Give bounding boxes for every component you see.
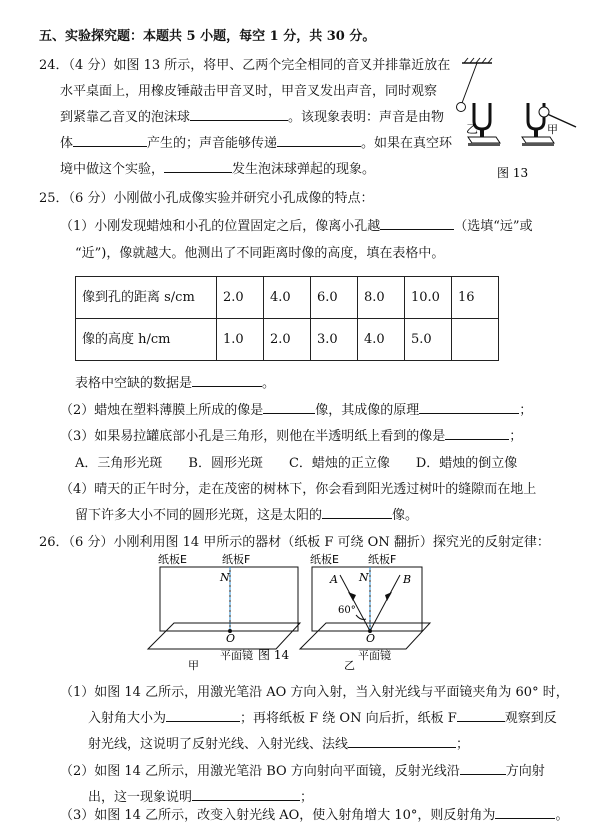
fig13-label-yi: 乙 bbox=[466, 122, 479, 136]
fig14-jia-label: 甲 bbox=[188, 659, 199, 672]
q25-blank-6[interactable] bbox=[322, 503, 392, 519]
fig14-yi-board-f: 纸板F bbox=[368, 553, 397, 566]
q24-blank-1[interactable] bbox=[190, 105, 288, 121]
q26-blank-5[interactable] bbox=[192, 785, 300, 801]
section-title: 五、实验探究题：本题共 5 小题，每空 1 分，共 30 分。 bbox=[39, 29, 376, 44]
q24-line4-text-b: 产生的；声音能够传递 bbox=[147, 136, 278, 151]
table-cell: 5.0 bbox=[405, 319, 452, 361]
q26-p2-text-b: 方向射 bbox=[505, 764, 545, 779]
q26-line1: 26．（6 分）小刚利用图 14 甲所示的器材（纸板 F 可绕 ON 翻折）探究光的反射定律： bbox=[39, 535, 550, 550]
q25-blank-2[interactable] bbox=[192, 371, 262, 387]
q26-p2-text-a: （2）如图 14 乙所示，用激光笔沿 BO 方向射向平面镜，反射光线沿 bbox=[60, 764, 460, 779]
q24-line5-text-a: 境中做这个实验， bbox=[60, 162, 165, 177]
q25-p2-text-b: 像，其成像的原理 bbox=[315, 403, 420, 418]
q24-line5-text-b: 发生泡沫球弹起的现象。 bbox=[232, 162, 376, 177]
fig14-jia-n: N bbox=[220, 571, 230, 584]
q25-p1-line2: “近”)，像就越大。他测出了不同距离时像的高度，填在表格中。 bbox=[75, 246, 445, 261]
table-row-header: 像到孔的距离 s/cm bbox=[76, 277, 217, 319]
figure-14-reflection bbox=[130, 551, 455, 673]
q24-line3 bbox=[60, 105, 444, 131]
q26-p3-text-a: （3）如图 14 乙所示，改变入射光线 AO，使入射角增大 10°，则反射角为 bbox=[60, 808, 496, 823]
table-cell: 4.0 bbox=[264, 277, 311, 319]
q25-p3 bbox=[60, 424, 522, 450]
q25-p3-text-a: （3）如果易拉罐底部小孔是三角形，则他在半透明纸上看到的像是 bbox=[60, 429, 446, 444]
q26-p1-text-a: 入射角大小为 bbox=[88, 711, 167, 726]
q24-line5 bbox=[60, 157, 375, 183]
fig14-jia-o: O bbox=[226, 632, 236, 645]
q26-p1-text-d: 射光线，这说明了反射光线、入射光线、法线 bbox=[88, 737, 349, 752]
q26-p1-line2 bbox=[88, 706, 557, 732]
q25-p2 bbox=[60, 398, 532, 424]
fig14-yi-angle: 60° bbox=[338, 605, 356, 616]
q25-table-blank-end: 。 bbox=[262, 376, 276, 391]
fig13-caption: 图 13 bbox=[497, 166, 529, 180]
fig14-yi-board-e: 纸板E bbox=[310, 553, 339, 566]
table-cell: 2.0 bbox=[217, 277, 264, 319]
q25-p4-line2 bbox=[75, 503, 418, 529]
q26-blank-1[interactable] bbox=[166, 706, 240, 722]
q26-blank-6[interactable] bbox=[495, 803, 555, 819]
table-cell: 4.0 bbox=[358, 319, 405, 361]
q25-blank-3[interactable] bbox=[263, 398, 315, 414]
q26-blank-2[interactable] bbox=[457, 706, 505, 722]
q25-options: A．三角形光斑 B．圆形光斑 C．蜡烛的正立像 D．蜡烛的倒立像 bbox=[75, 456, 518, 471]
table-row bbox=[76, 319, 499, 361]
q24-line4 bbox=[60, 131, 452, 157]
q26-p2-text-c: 出，这一现象说明 bbox=[88, 790, 193, 805]
q24-line4-text-a: 体 bbox=[60, 136, 74, 151]
table-cell: 2.0 bbox=[264, 319, 311, 361]
table-row bbox=[76, 277, 499, 319]
q26-p2-line1 bbox=[60, 759, 545, 785]
table-cell: 8.0 bbox=[358, 277, 405, 319]
q25-blank-4[interactable] bbox=[419, 398, 519, 414]
q26-p1-text-e: ； bbox=[456, 737, 470, 752]
fig14-jia-board-e: 纸板E bbox=[158, 553, 187, 566]
q24-line4-text-c: 。如果在真空环 bbox=[361, 136, 453, 151]
q26-p1-line3 bbox=[88, 732, 469, 758]
figure-13-tuning-forks bbox=[448, 55, 593, 185]
q25-p3-text-b: ； bbox=[509, 429, 523, 444]
table-cell: 6.0 bbox=[311, 277, 358, 319]
q25-p1-text-a: （1）小刚发现蜡烛和小孔的位置固定之后，像离小孔越 bbox=[60, 219, 381, 234]
q25-data-table bbox=[75, 276, 499, 361]
q25-p4-line1: （4）晴天的正午时分，走在茂密的树林下，你会看到阳光透过树叶的缝隙而在地上 bbox=[60, 482, 537, 497]
q25-line1: 25．（6 分）小刚做小孔成像实验并研究小孔成像的特点： bbox=[39, 191, 374, 206]
table-cell: 1.0 bbox=[217, 319, 264, 361]
q25-blank-1[interactable] bbox=[380, 214, 454, 230]
fig14-yi-b: B bbox=[403, 573, 412, 586]
fig14-yi-o: O bbox=[366, 632, 376, 645]
fig14-yi-label: 乙 bbox=[344, 659, 355, 672]
q24-line3-text-b: 。该现象表明：声音是由物 bbox=[288, 110, 445, 125]
table-cell: 16 bbox=[452, 277, 499, 319]
q25-p2-text-c: ； bbox=[519, 403, 533, 418]
q26-blank-4[interactable] bbox=[460, 759, 506, 775]
fig13-label-jia: 甲 bbox=[547, 123, 558, 136]
q26-p1-text-b: ；再将纸板 F 绕 ON 向后折，纸板 F bbox=[240, 711, 457, 726]
q26-blank-3[interactable] bbox=[348, 732, 456, 748]
table-row-header: 像的高度 h/cm bbox=[76, 319, 217, 361]
table-cell-empty[interactable] bbox=[452, 319, 499, 361]
q24-line3-text-a: 到紧靠乙音叉的泡沫球 bbox=[60, 110, 191, 125]
fig14-yi-a: A bbox=[330, 573, 338, 586]
q26-p3-text-b: 。 bbox=[555, 808, 569, 823]
q25-p2-text-a: （2）蜡烛在塑料薄膜上所成的像是 bbox=[60, 403, 264, 418]
q26-p1-line1: （1）如图 14 乙所示，用激光笔沿 AO 方向入射，当入射光线与平面镜夹角为 60° 时， bbox=[60, 685, 569, 700]
q25-p4-text-a: 留下许多大小不同的圆形光斑，这是太阳的 bbox=[75, 508, 323, 523]
q26-p1-text-c: 观察到反 bbox=[504, 711, 557, 726]
q24-blank-2[interactable] bbox=[73, 131, 147, 147]
q25-table-blank-line bbox=[75, 371, 275, 397]
fig14-caption: 图 14 bbox=[258, 648, 290, 662]
q24-line2: 水平桌面上，用橡皮锤敲击甲音叉时，甲音叉发出声音，同时观察 bbox=[60, 84, 438, 99]
q25-blank-5[interactable] bbox=[445, 424, 509, 440]
fig14-jia-board-f: 纸板F bbox=[222, 553, 251, 566]
q25-p4-text-b: 像。 bbox=[392, 508, 419, 523]
q25-p1-text-b: （选填“远”或 bbox=[454, 219, 533, 234]
fig14-jia-mirror: 平面镜 bbox=[220, 649, 253, 662]
q24-line1: 24．（4 分）如图 13 所示，将甲、乙两个完全相同的音叉并排靠近放在 bbox=[39, 58, 451, 73]
fig14-yi-n: N bbox=[359, 571, 369, 584]
q26-p3 bbox=[60, 803, 568, 829]
table-cell: 3.0 bbox=[311, 319, 358, 361]
q25-p1-line1 bbox=[60, 214, 533, 240]
q25-table-blank-text: 表格中空缺的数据是 bbox=[75, 376, 193, 391]
q24-blank-4[interactable] bbox=[164, 157, 232, 173]
table-cell: 10.0 bbox=[405, 277, 452, 319]
q26-p2-text-d: ； bbox=[300, 790, 314, 805]
fig14-yi-mirror: 平面镜 bbox=[358, 649, 391, 662]
q24-blank-3[interactable] bbox=[277, 131, 361, 147]
